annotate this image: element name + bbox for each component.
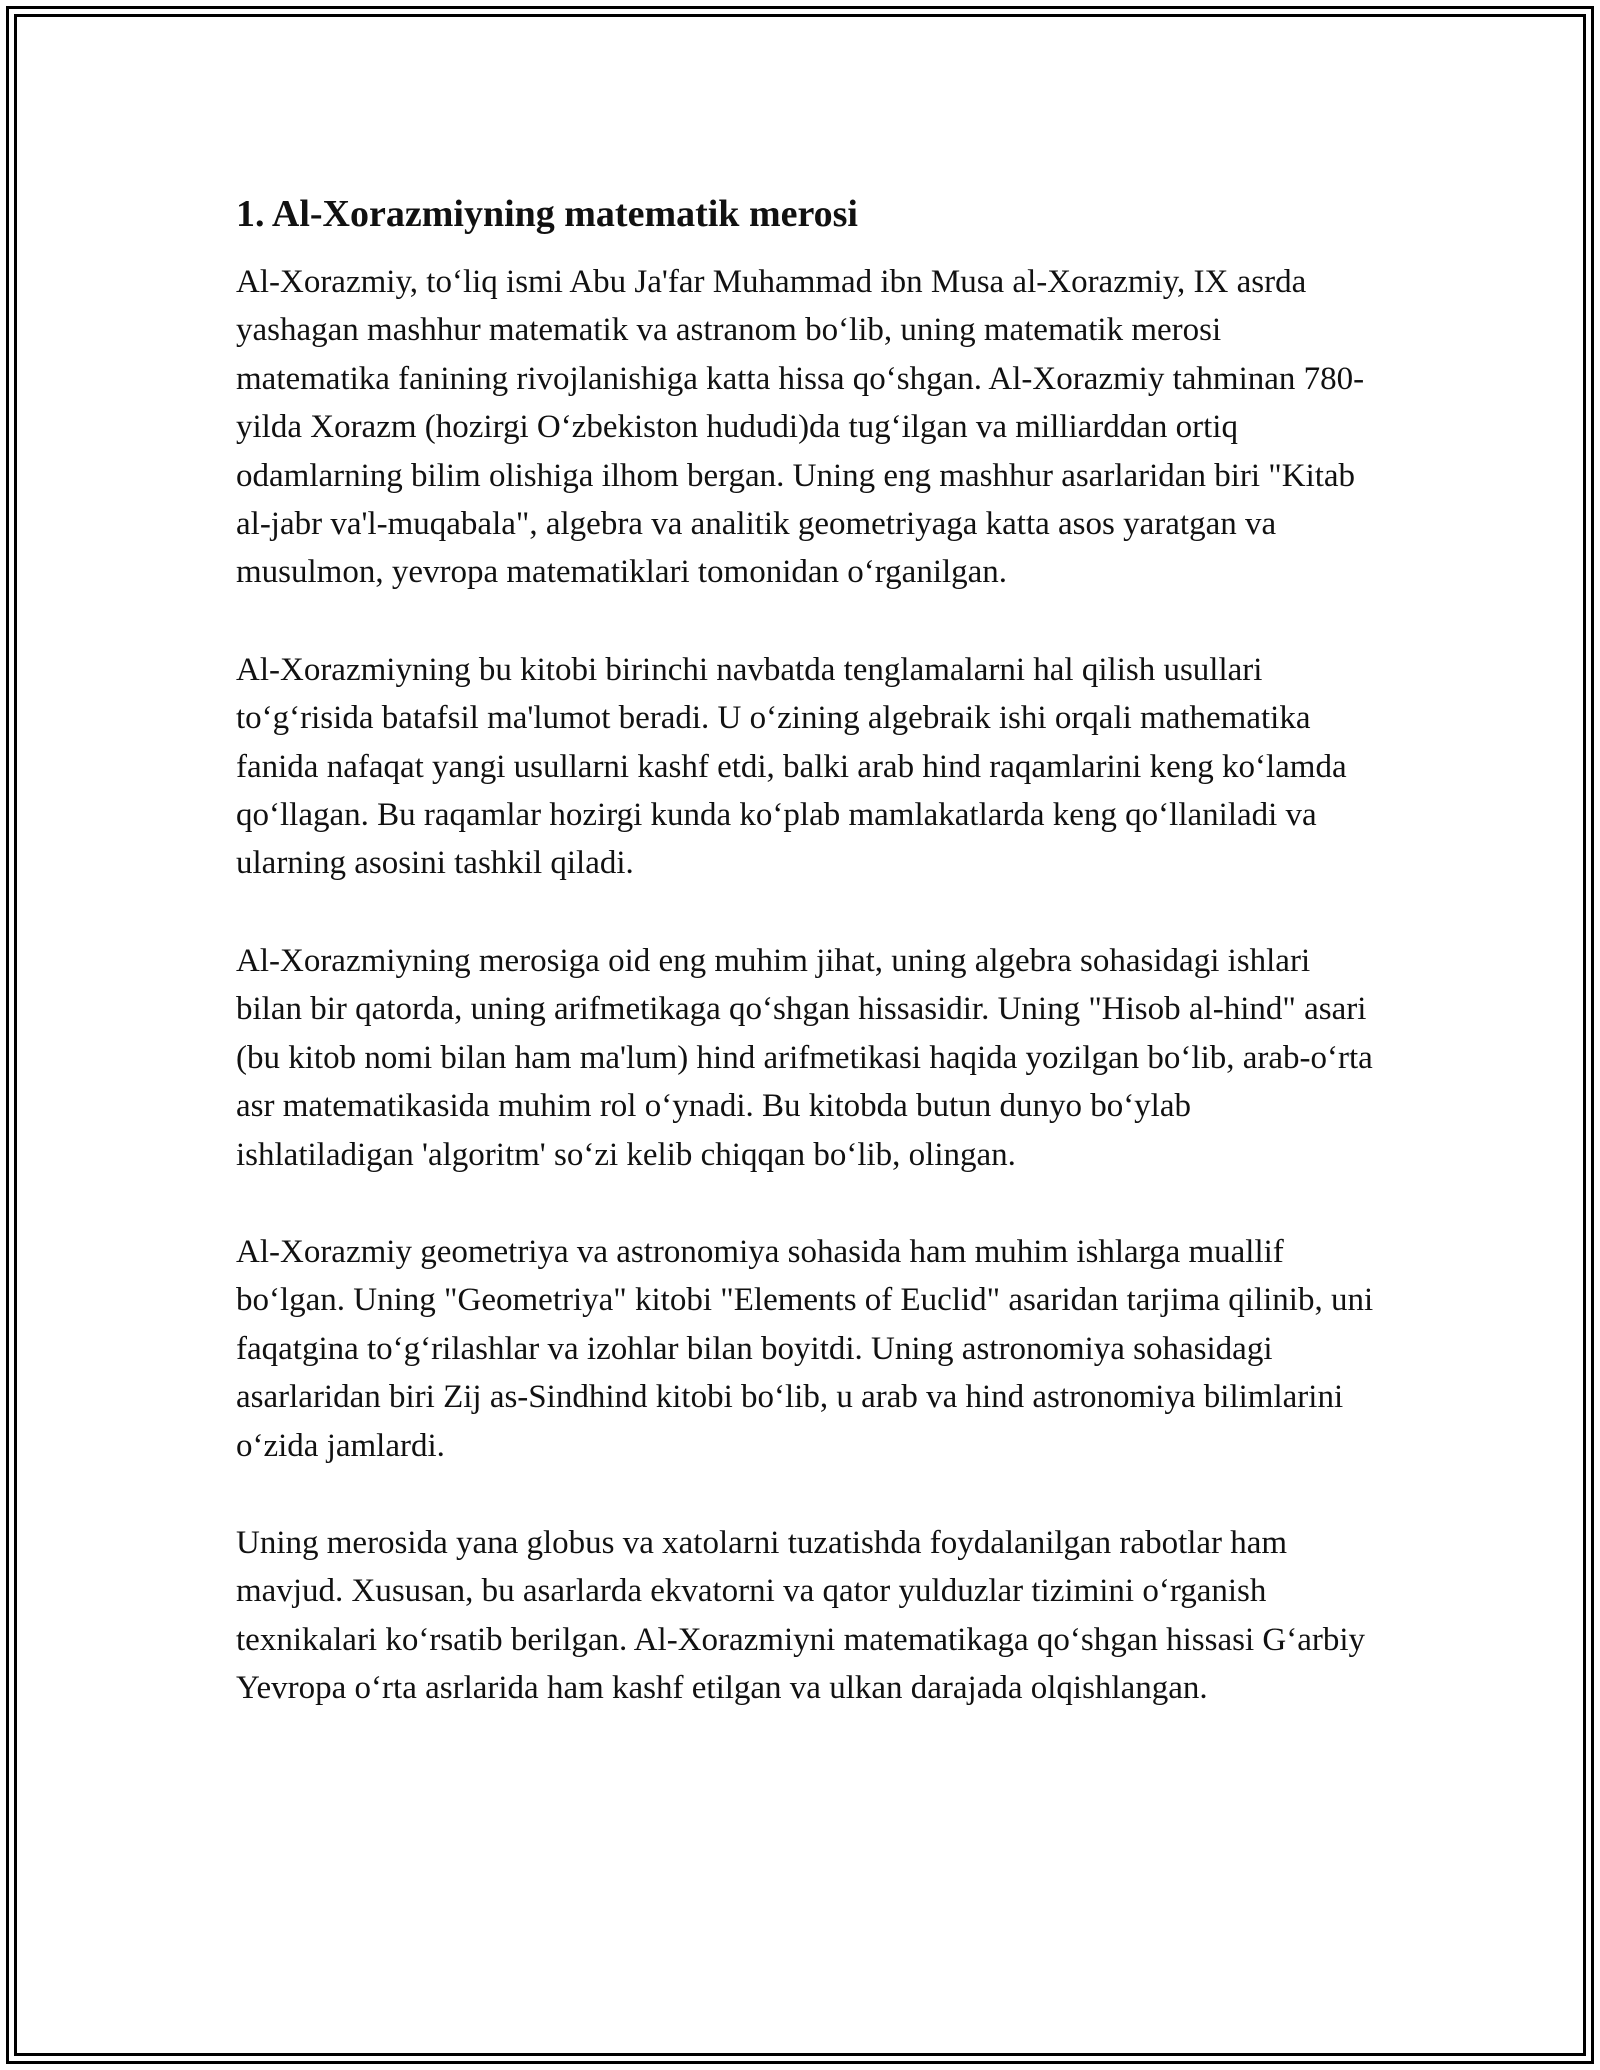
paragraph-4: Al-Xorazmiy geometriya va astronomiya sohasida ham muhim ishlarga muallif bo‘lgan. Uning "Geometriya" kitobi "Elements of Euclid" asaridan tarjima qilinib, uni faqatgina to‘g‘rilashlar va izohlar bilan boyitdi. Uning astronomiya sohasidagi asarlaridan biri Zij as-Sindhind kitobi bo‘lib, u arab va hind astronomiya bilimlarini o‘zida jamlardi. bbox=[236, 1233, 1374, 1464]
paragraph-3: Al-Xorazmiyning merosiga oid eng muhim jihat, uning algebra sohasidagi ishlari bilan bir qatorda, uning arifmetikaga qo‘shgan hissasidir. Uning "Hisob al-hind" asari (bu kitob nomi bilan ham ma'lum) hind arifmetikasi haqida yozilgan bo‘lib, arab-o‘rta asr matematikasida muhim rol o‘ynadi. Bu kitobda butun dunyo bo‘ylab ishlatiladigan 'algoritm' so‘zi kelib chiqqan bo‘lib, olingan. bbox=[236, 942, 1373, 1173]
paragraph-5: Uning merosida yana globus va xatolarni tuzatishda foydalanilgan rabotlar ham mavjud. Xususan, bu asarlarda ekvatorni va qator yulduzlar tizimini o‘rganish texnikalari ko‘rsatib berilgan. Al-Xorazmiyni matematikaga qo‘shgan hissasi G‘arbiy Yevropa o‘rta asrlarida ham kashf etilgan va ulkan darajada olqishlangan. bbox=[236, 1524, 1366, 1707]
document-body bbox=[236, 186, 1376, 1762]
paragraph-1: Al-Xorazmiy, to‘liq ismi Abu Ja'far Muhammad ibn Musa al-Xorazmiy, IX asrda yashagan mashhur matematik va astranom bo‘lib, uning matematik merosi matematika fanining rivojlanishiga katta hissa qo‘shgan. Al-Xorazmiy tahminan 780-yilda Xorazm (hozirgi O‘zbekiston hududi)da tug‘ilgan va milliarddan ortiq odamlarning bilim olishiga ilhom bergan. Uning eng mashhur asarlaridan biri "Kitab al-jabr va'l-muqabala", algebra va analitik geometriyaga katta asos yaratgan va musulmon, yevropa matematiklari tomonidan o‘rganilgan. bbox=[236, 264, 1365, 591]
paragraph-2: Al-Xorazmiyning bu kitobi birinchi navbatda tenglamalarni hal qilish usullari to‘g‘risida batafsil ma'lumot beradi. U o‘zining algebraik ishi orqali mathematika fanida nafaqat yangi usullarni kashf etdi, balki arab hind raqamlarini keng ko‘lamda qo‘llagan. Bu raqamlar hozirgi kunda ko‘plab mamlakatlarda keng qo‘llaniladi va ularning asosini tashkil qiladi. bbox=[236, 651, 1347, 882]
section-heading: 1. Al-Xorazmiyning matematik merosi bbox=[236, 193, 858, 235]
